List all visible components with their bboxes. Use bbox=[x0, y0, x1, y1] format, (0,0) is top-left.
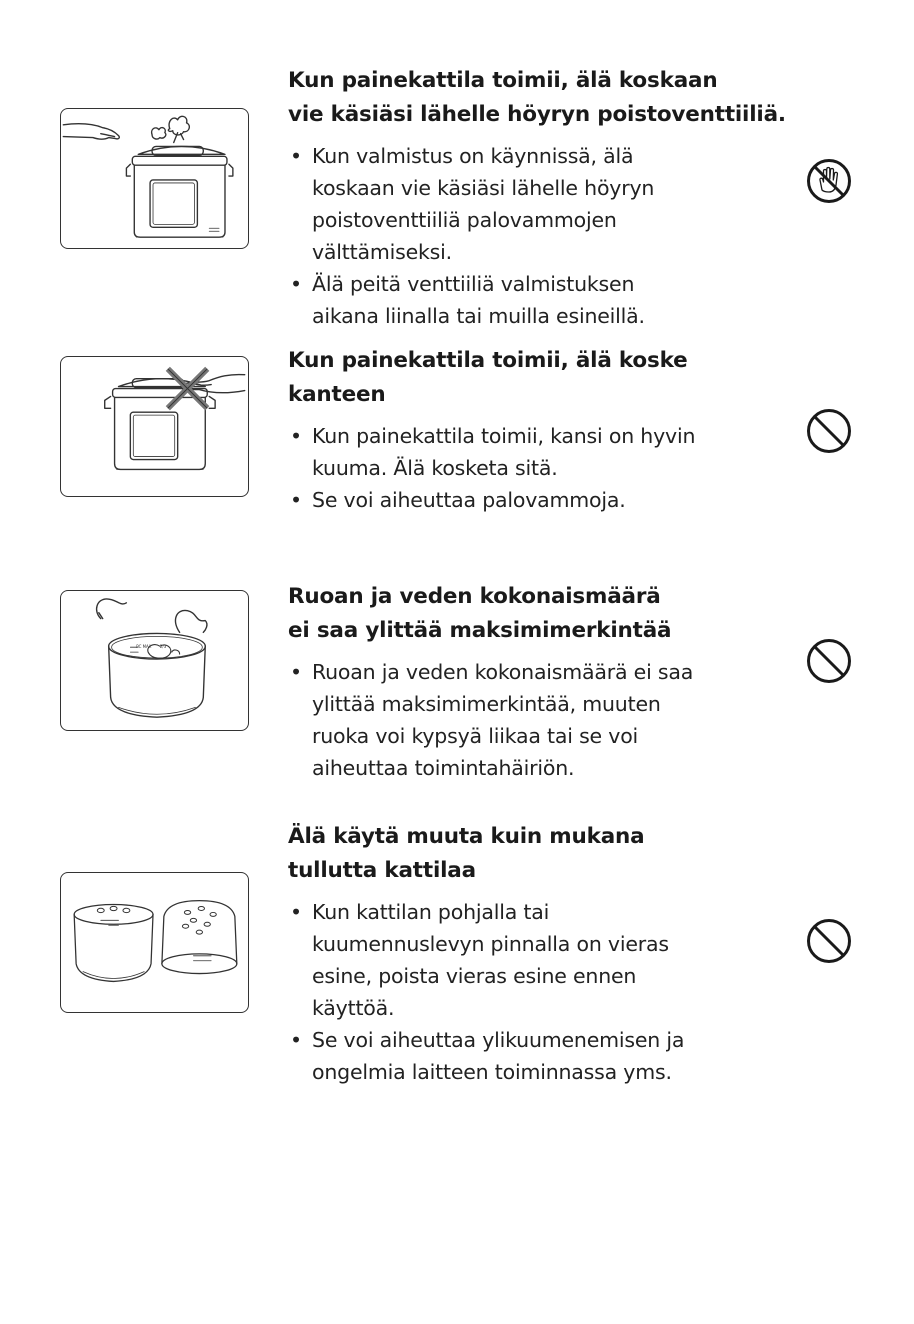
section-title bbox=[288, 64, 788, 132]
two-inner-pots-illustration bbox=[60, 872, 249, 1013]
bullet-item: • Se voi aiheuttaa palovammoja. bbox=[288, 484, 788, 516]
warning-section-original-pot bbox=[288, 820, 788, 1088]
section-title-line: Kun painekattila toimii, älä koske bbox=[288, 348, 688, 373]
section-title bbox=[288, 580, 788, 648]
bullet-item: • Kun kattilan pohjalla tai kuumennuslevyn pinnalla on vieras esine, poista vieras esine ennen käyttöä. bbox=[288, 896, 788, 1024]
section-title-line: Kun painekattila toimii, älä koskaan bbox=[288, 68, 718, 93]
inner-pot-max-mark-illustration bbox=[60, 590, 249, 731]
no-touch-hand-icon bbox=[806, 158, 852, 204]
svg-text:2/3: 2/3 bbox=[159, 644, 167, 650]
section-title-line: tullutta kattilaa bbox=[288, 858, 476, 883]
warning-section-lid bbox=[288, 344, 788, 516]
section-title-line: vie käsiäsi lähelle höyryn poistoventtiiliä. bbox=[288, 102, 786, 127]
warning-section-steam-valve bbox=[288, 64, 788, 332]
bullet-item: • Se voi aiheuttaa ylikuumenemisen ja ongelmia laitteen toiminnassa yms. bbox=[288, 1024, 788, 1088]
bullet-item: • Älä peitä venttiiliä valmistuksen aikana liinalla tai muilla esineillä. bbox=[288, 268, 788, 332]
prohibition-icon bbox=[806, 638, 852, 684]
section-title-line: ei saa ylittää maksimimerkintää bbox=[288, 618, 672, 643]
bullet-list bbox=[288, 656, 788, 784]
bullet-item: • Ruoan ja veden kokonaismäärä ei saa ylittää maksimimerkintää, muuten ruoka voi kypsyä liikaa tai se voi aiheuttaa toimintahäiriön. bbox=[288, 656, 788, 784]
section-title-line: Älä käytä muuta kuin mukana bbox=[288, 824, 645, 849]
bullet-item: • Kun valmistus on käynnissä, älä koskaan vie käsiäsi lähelle höyryn poistoventtiiliä palovammojen välttämiseksi. bbox=[288, 140, 788, 268]
bullet-item: • Kun painekattila toimii, kansi on hyvin kuuma. Älä kosketa sitä. bbox=[288, 420, 788, 484]
bullet-list bbox=[288, 140, 788, 332]
prohibition-icon bbox=[806, 408, 852, 454]
bullet-list bbox=[288, 420, 788, 516]
section-title-line: Ruoan ja veden kokonaismäärä bbox=[288, 584, 661, 609]
prohibition-icon bbox=[806, 918, 852, 964]
section-title-line: kanteen bbox=[288, 382, 386, 407]
hand-on-lid-crossed-illustration bbox=[60, 356, 249, 497]
section-title bbox=[288, 820, 788, 888]
bullet-list bbox=[288, 896, 788, 1088]
hand-near-steam-valve-illustration bbox=[60, 108, 249, 249]
warning-section-max-fill bbox=[288, 580, 788, 784]
svg-text:PC MAX: PC MAX bbox=[136, 644, 152, 650]
section-title bbox=[288, 344, 788, 412]
